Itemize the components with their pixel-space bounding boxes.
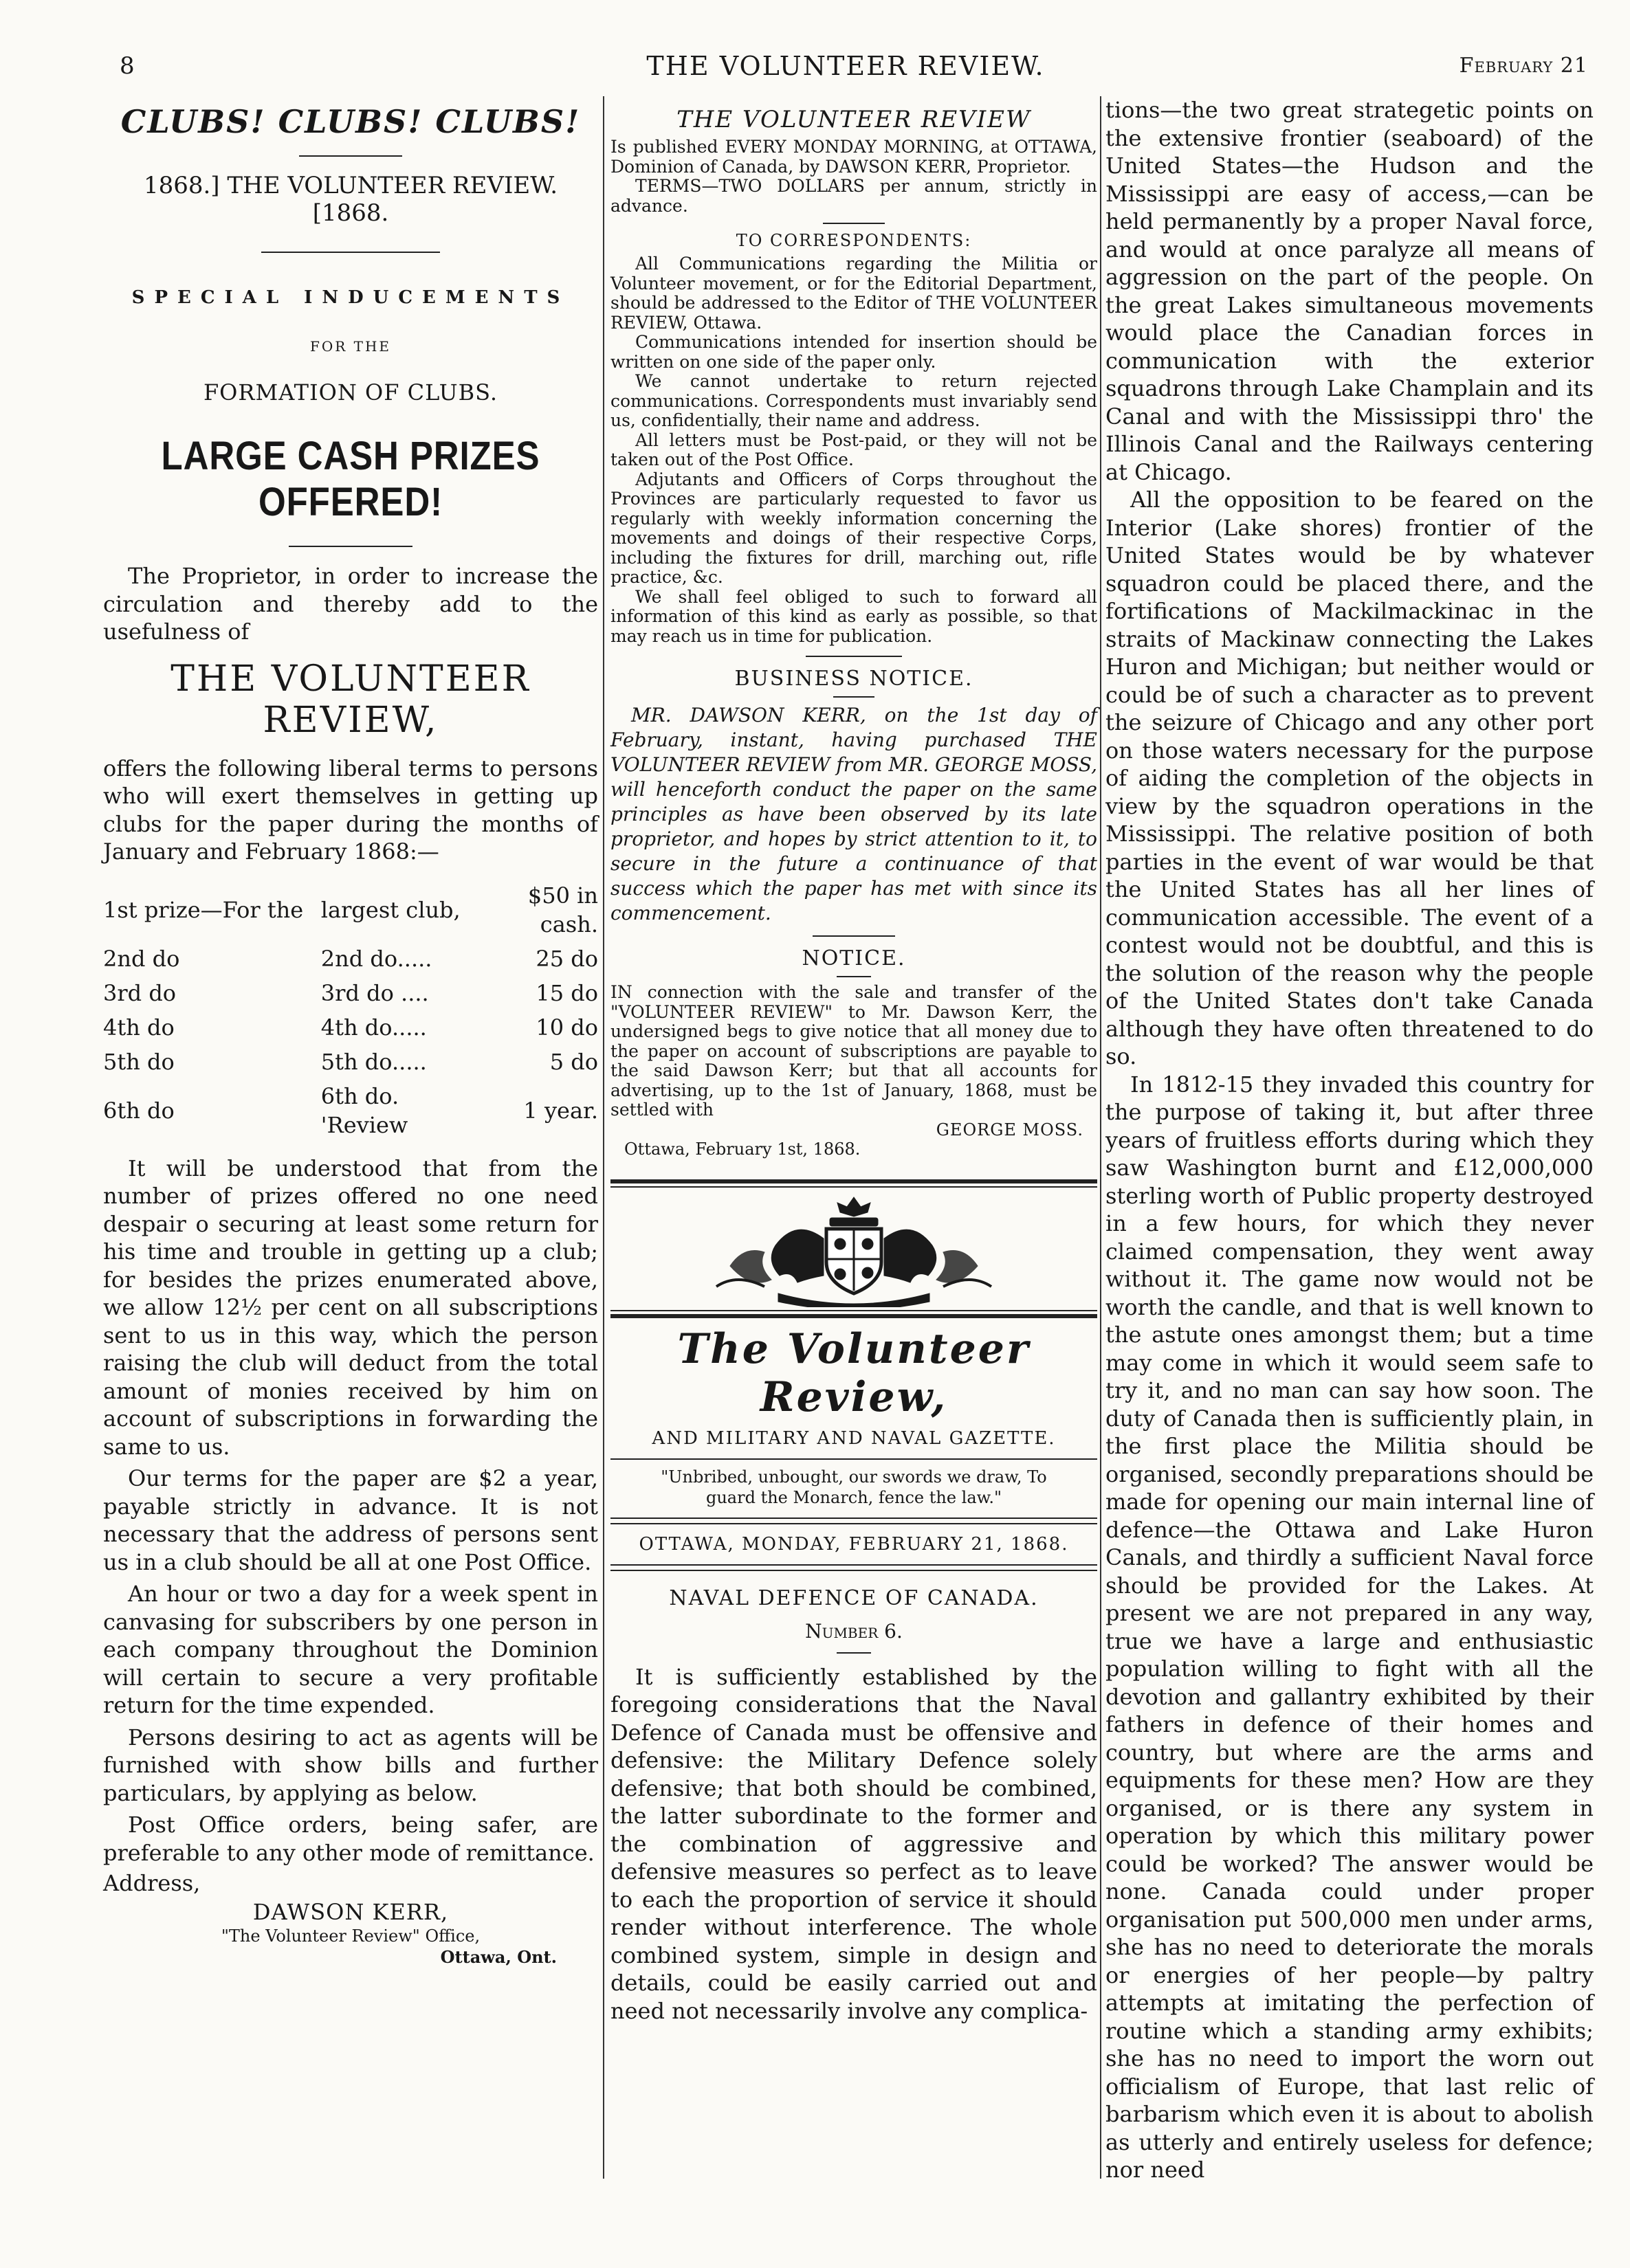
divider: [837, 1652, 871, 1654]
prize-place: 4th do: [103, 1014, 175, 1041]
prize-place: 2nd do: [103, 945, 180, 972]
column-2: [610, 96, 1097, 2025]
offers-paragraph: offers the following liberal terms to persons who will exert themselves in getting up clubs for the paper during the months of January and February 1868:—: [103, 755, 598, 865]
divider: [261, 252, 440, 253]
address-city: Ottawa, Ont.: [440, 1946, 557, 1967]
column-1: [103, 96, 598, 1967]
column-rule: [1100, 96, 1101, 2179]
masthead-rule: [610, 1179, 1097, 1183]
correspondents-note: Communications intended for insertion should be written on one side of the paper only.: [610, 332, 1097, 372]
terms: TERMS—TWO DOLLARS per annum, strictly in advance.: [610, 176, 1097, 216]
masthead-rule: [610, 1314, 1097, 1318]
table-row: [103, 878, 598, 942]
business-notice: MR. DAWSON KERR, on the 1st day of February, instant, having purchased THE VOLUNTEER REVIEW from MR. GEORGE MOSS, will henceforth conduct the paper on the same principles as have been observed by its late proprietor, and hopes by strict attention to it, to secure in the future a continuance of that success which the paper has met with since its commencement.: [610, 704, 1097, 924]
correspondents-note: We cannot undertake to return rejected communications. Correspondents must invariably send us, confidentially, their name and address.: [610, 371, 1097, 430]
correspondents-note: We shall feel obliged to such to forward all information of this kind as early as possible, so that may reach us in time for publication.: [610, 586, 1097, 646]
address-office: "The Volunteer Review" Office,: [221, 1926, 481, 1946]
prize-club: 3rd do ....: [320, 979, 429, 1006]
motto: "Unbribed, unbought, our swords we draw, To guard the Monarch, fence the law.": [661, 1467, 1047, 1507]
header-date: February 21: [1459, 54, 1588, 78]
coat-of-arms-emblem: [689, 1190, 1019, 1307]
table-row: [103, 1010, 598, 1045]
page-number: 8: [120, 52, 135, 80]
correspondents-note: All Communications regarding the Militia or Volunteer movement, or for the Editorial Department, should be addressed to the Editor of THE VOLUNTEER REVIEW, Ottawa.: [610, 254, 1097, 333]
prize-club: 2nd do.....: [320, 945, 432, 972]
notice-date: Ottawa, February 1st, 1868.: [624, 1139, 861, 1159]
article-paragraph: It is sufficiently established by the foregoing considerations that the Naval Defence of Canada must be offensive and defensive: the Military Defence solely defensive; that both should be combined, the latter subordinate to the former and the combination of aggressive and defensive measures so perfect as to leave to each the proportion of service it should render without interference. The whole combined system, simple in design and details, could be easily carried out and need not necessarily involve any complica-: [610, 1663, 1097, 2024]
paragraph: An hour or two a day for a week spent in canvasing for subscribers by one person in each company throughout the Dominion will certain to secure a very profitable return for the time expended.: [103, 1581, 598, 1718]
divider: [610, 1523, 1097, 1524]
special-inducements: SPECIAL INDUCEMENTS: [131, 287, 570, 308]
page-header: [103, 49, 1588, 91]
prize-place: 1st prize—For the: [103, 896, 304, 923]
divider: [610, 1564, 1097, 1566]
table-row: [103, 1045, 598, 1079]
prize-amount: 1 year.: [523, 1097, 598, 1124]
paragraph: Post Office orders, being safer, are preferable to any other mode of remittance.: [103, 1812, 598, 1866]
article-number: Number 6.: [805, 1619, 903, 1643]
running-title: THE VOLUNTEER REVIEW.: [646, 51, 1045, 81]
prize-amount: 10 do: [536, 1014, 598, 1041]
article-title: NAVAL DEFENCE OF CANADA.: [669, 1586, 1039, 1610]
prize-amount: 15 do: [536, 979, 598, 1006]
divider: [813, 935, 895, 937]
correspondents-note: All letters must be Post-paid, or they will not be taken out of the Post Office.: [610, 430, 1097, 469]
divider: [806, 656, 902, 657]
paragraph: Persons desiring to act as agents will be furnished with show bills and further particulars, by applying as below.: [103, 1724, 598, 1806]
column-rule: [603, 96, 604, 2179]
clubs-banner: CLUBS! CLUBS! CLUBS!: [120, 103, 581, 140]
for-the: FOR THE: [309, 338, 392, 355]
masthead-rule: [610, 1310, 1097, 1311]
prize-place: 5th do: [103, 1048, 175, 1075]
formation-of-clubs: FORMATION OF CLUBS.: [203, 379, 498, 405]
article-paragraph: In 1812-15 they invaded this country for the purpose of taking it, but after three years of fruitless efforts during which they saw Washington burnt and £12,000,000 sterling worth of Public property destroyed in a few hours, for which they never claimed compensation, they went away without it. The game now would not be worth the candle, and that is well known to the astute ones amongst them; but a time may come in which it would seem safe to try it, and no man can say how soon. The duty of Canada then is sufficiently plain, in the first place the Militia should be organised, secondly preparations should be made for opening our main internal line of defence—the Ottawa and Lake Huron Canals, and thirdly a sufficient Naval force should be provided for the Lakes. At present we are not prepared in any way, true we have a large and enthusiastic population willing to fight with all the devotion and gallantry exhibited by their fathers in defence of their homes and country, but where are the arms and equipments for these men? How are they organised, or is there any system in operation by which this military power could be worked? The answer would be none. Canada could under proper organisation put 500,000 men under arms, she has no need to deteriorate the morals or energies of her people—by paltry attempts at imitating the perfection of routine which a standing army exhibits; she has no need to import the worn out officialism of Europe, that last relic of barbarism which even it is about to abolish as utterly and entirely useless for defence; nor need: [1105, 1071, 1594, 2183]
address-name: DAWSON KERR,: [252, 1898, 449, 1925]
prize-amount: 25 do: [536, 945, 598, 972]
prize-club: 6th do. 'Review: [320, 1082, 408, 1138]
paper-name: THE VOLUNTEER REVIEW,: [170, 658, 531, 741]
divider: [610, 1570, 1097, 1571]
article-paragraph: All the opposition to be feared on the Interior (Lake shores) frontier of the United States would be by whatever squadron could be placed there, and the fortifications of Mackilmackinac in the straits of Mackinaw connecting the Lakes Huron and Michigan; but neither would or could be of such a character as to prevent the seizure of Chicago and any other port on those waters necessary for the purpose of aiding the completion of the objects in view by the squadron operations in the Mississippi. The relative position of both parties in the event of war would be that the United States has all her lines of communication accessible. The event of a contest would not be doubtful, and this is the solution of the reason why the people of the United States don't take Canada although they have often threatened to do so.: [1105, 487, 1594, 1069]
prize-table: [103, 878, 598, 1142]
paragraph: It will be understood that from the number of prizes offered no one need despair o securing at least some return for his time and trouble in getting up a club; for besides the prizes enumerated above, we allow 12½ per cent on all subscriptions sent to us in this way, which the person raising the club will deduct from the total amount of monies received by him on account of subscriptions in forwarding the same to us.: [103, 1155, 598, 1460]
column-3: [1105, 96, 1594, 2184]
article-paragraph: tions—the two great strategetic points on the extensive frontier (seaboard) of the United States—the Hudson and the Mississippi are easy of access,—can be held permanently by a proper Naval force, and would at once paralyze all means of aggression on the part of the people. On the great Lakes simultaneous movements would place the Canadian forces in communication with the exterior squadrons through Lake Champlain and its Canal and with the Mississippi thro' the Illinois Canal and the Railways centering at Chicago.: [1105, 97, 1594, 485]
divider: [610, 1517, 1097, 1519]
correspondents-note: Adjutants and Officers of Corps throughout the Provinces are particularly requested to favor us regularly with weekly information concerning the movements and doings of their respective Corps, including the fixtures for drill, marching out, rifle practice, &c.: [610, 469, 1097, 587]
prize-place: 6th do: [103, 1097, 175, 1124]
notice-heading: NOTICE.: [802, 946, 906, 970]
year-line: 1868.] THE VOLUNTEER REVIEW. [1868.: [143, 172, 558, 227]
prize-place: 3rd do: [103, 979, 177, 1006]
divider: [833, 696, 874, 698]
intro-paragraph: The Proprietor, in order to increase the circulation and thereby add to the usefulness of: [103, 563, 598, 645]
table-row: [103, 976, 598, 1010]
dateline: OTTAWA, MONDAY, FEBRUARY 21, 1868.: [639, 1533, 1069, 1555]
prize-amount: 5 do: [549, 1048, 598, 1075]
prize-club: largest club,: [320, 896, 461, 923]
divider: [837, 976, 871, 977]
notice-signature: GEORGE MOSS.: [936, 1120, 1083, 1139]
prize-amount: $50 in cash.: [527, 882, 598, 937]
table-row: [103, 1079, 598, 1142]
publication-info: Is published EVERY MONDAY MORNING, at OTTAWA, Dominion of Canada, by DAWSON KERR, Proprietor.: [610, 137, 1097, 177]
divider: [823, 223, 885, 224]
address-label: Address,: [103, 1870, 201, 1896]
divider: [610, 1458, 1097, 1460]
notice-body: IN connection with the sale and transfer of the "VOLUNTEER REVIEW" to Mr. Dawson Kerr, the undersigned begs to give notice that all money due to the paper on account of subscriptions are payable to the said Dawson Kerr; but that all accounts for advertising, up to the 1st of January, 1868, must be settled with: [610, 982, 1097, 1120]
review-title: THE VOLUNTEER REVIEW: [676, 106, 1031, 133]
divider: [299, 155, 402, 157]
masthead-subtitle: AND MILITARY AND NAVAL GAZETTE.: [652, 1427, 1056, 1449]
masthead-rule: [610, 1186, 1097, 1188]
large-cash-prizes: LARGE CASH PRIZES OFFERED!: [161, 434, 540, 524]
prize-club: 4th do.....: [320, 1014, 427, 1041]
divider: [289, 546, 412, 547]
newspaper-masthead: The Volunteer Review,: [677, 1324, 1031, 1421]
correspondents-heading: TO CORRESPONDENTS:: [736, 231, 972, 250]
prize-club: 5th do.....: [320, 1048, 427, 1075]
table-row: [103, 942, 598, 976]
business-notice-heading: BUSINESS NOTICE.: [734, 667, 973, 691]
paragraph: Our terms for the paper are $2 a year, payable strictly in advance. It is not necessary that the address of persons sent us in a club should be all at one Post Office.: [103, 1465, 598, 1575]
